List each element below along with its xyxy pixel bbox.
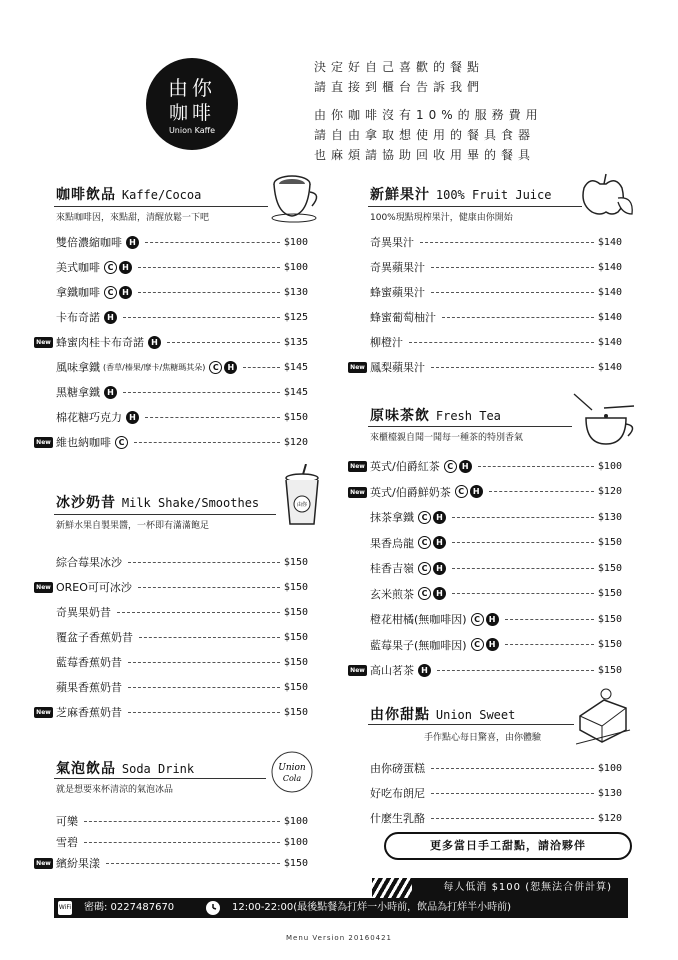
menu-item-price: $150 [597,537,622,548]
juice-divider [368,206,582,207]
dotted-leader [452,593,594,594]
menu-item-name: 風味拿鐵 [56,361,100,374]
menu-item-name: 蜂蜜肉桂卡布奇諾 [56,336,144,349]
menu-item-price: $100 [283,261,308,273]
dotted-leader [437,670,594,671]
menu-item-price: $140 [597,236,622,248]
menu-item-price: $100 [283,236,308,248]
new-badge: New [34,582,53,593]
temperature-badges [104,286,132,299]
more-desserts-banner: 更多當日手工甜點，請洽夥伴 [384,832,632,860]
menu-item [56,834,308,850]
menu-item-price: $120 [597,486,622,497]
coffee-section-title [56,184,201,204]
menu-item-price: $150 [283,706,308,718]
menu-item-name: 抹茶拿鐵 [370,511,414,524]
tea-divider [368,426,572,427]
dotted-leader [431,292,594,293]
menu-item [56,679,308,695]
menu-item-price: $150 [283,556,308,568]
apple-icon [580,170,636,220]
temperature-badges [471,613,499,626]
hot-badge-icon: H [104,386,117,399]
tea-section-title [370,405,501,425]
cold-badge-icon: C [209,361,222,374]
cold-badge-icon: C [104,261,117,274]
menu-item-price: $140 [597,336,622,348]
new-badge: New [348,665,367,676]
temperature-badges [418,562,446,575]
tea-title: 原味茶飲 [370,408,430,424]
sweet-title: 由你甜點 [370,707,430,723]
sweet-subtitle: 手作點心每日驚喜，由你體驗 [424,733,542,743]
coffee-title: 咖啡飲品 [56,187,116,203]
dotted-leader [139,637,280,638]
dotted-leader [106,863,280,864]
soda-title-en: Soda Drink [121,762,195,776]
menu-item-price: $120 [597,812,622,824]
dotted-leader [134,442,280,443]
temperature-badges [104,386,117,399]
temperature-badges [115,436,128,449]
hot-badge-icon: H [470,485,483,498]
menu-item [56,554,308,570]
soda-title: 氣泡飲品 [56,761,116,777]
union-kaffe-logo [146,58,238,150]
dotted-leader [84,821,280,822]
hot-badge-icon: H [486,638,499,651]
new-badge: New [348,461,367,472]
menu-item [56,654,308,670]
dotted-leader [431,768,594,769]
menu-item-name: 美式咖啡 [56,261,100,274]
menu-item-price: $150 [283,681,308,693]
menu-item [56,629,308,645]
cola-label-2: Cola [282,774,302,783]
menu-item [370,785,622,801]
soda-subtitle: 就是想要來杯清涼的氣泡冰品 [56,785,174,795]
soda-divider [54,778,266,779]
coffee-title-en: Kaffe/Cocoa [121,188,202,202]
temperature-badges [126,236,139,249]
notice-line-1: 決定好自己喜歡的餐點 [314,60,485,74]
menu-item [370,509,622,525]
menu-item-name: 維也納咖啡 [56,436,111,449]
menu-item-price: $145 [283,361,308,373]
cold-badge-icon: C [471,613,484,626]
hot-badge-icon: H [148,336,161,349]
smoothie-cup-icon [280,464,324,528]
menu-item-price: $135 [283,336,308,348]
hot-badge-icon: H [126,236,139,249]
menu-item-price: $150 [283,656,308,668]
menu-item [56,259,308,275]
menu-item [370,662,622,678]
cold-badge-icon: C [418,587,431,600]
menu-item-name: 橙花柑橘(無咖啡因) [370,613,467,626]
menu-item [56,409,308,425]
cake-icon [576,686,632,746]
juice-section-title [370,184,551,204]
logo-line2: 咖啡 [168,102,215,124]
logo-line3: Union Kaffe [168,126,216,135]
menu-item-name: 果香烏龍 [370,536,414,550]
menu-item [370,586,622,602]
dotted-leader [409,342,594,343]
dotted-leader [431,267,594,268]
menu-item-name: 卡布奇諾 [56,311,100,324]
teapot-icon [572,392,638,448]
temperature-badges [471,638,499,651]
menu-item-name: 蜂蜜蘋果汁 [370,286,425,299]
menu-item-name: 蜂蜜葡萄柚汁 [370,311,436,324]
menu-item [370,637,622,653]
dotted-leader [138,267,280,268]
dotted-leader [243,367,280,368]
temperature-badges [418,511,446,524]
menu-item-name: 奇異果奶昔 [56,606,111,619]
dotted-leader [138,292,280,293]
dotted-leader [452,542,594,543]
dotted-leader [431,818,594,819]
dotted-leader [420,242,594,243]
menu-item [370,309,622,325]
menu-item-price: $140 [597,286,622,298]
menu-item-name: 奇異果汁 [370,236,414,249]
menu-item-name: 什麼生乳酪 [370,812,425,825]
cold-badge-icon: C [455,485,468,498]
menu-item-price: $150 [283,581,308,593]
menu-item-name: 芝麻香蕉奶昔 [56,706,122,719]
juice-subtitle: 100%現點現榨果汁，健康由你開始 [370,213,513,223]
notice-line-5: 也麻煩請協助回收用畢的餐具 [314,148,536,162]
menu-item-price: $150 [283,857,308,869]
menu-item-name: 棉花糖巧克力 [56,411,122,424]
coffee-divider [54,206,268,207]
cold-badge-icon: C [104,286,117,299]
stripe-decoration [372,878,412,898]
menu-item [56,434,308,450]
notice-line-2: 請直接到櫃台告訴我們 [314,80,485,94]
dotted-leader [505,644,594,645]
menu-item-name: 蘋果香蕉奶昔 [56,681,122,694]
juice-title: 新鮮果汁 [370,187,430,203]
temperature-badges [455,485,483,498]
menu-item [56,855,308,871]
sweet-section-title [370,704,515,724]
menu-item [370,458,622,474]
cold-badge-icon: C [418,511,431,524]
juice-title-en: 100% Fruit Juice [435,188,552,202]
menu-item-name: 柳橙汁 [370,336,403,349]
menu-item-name: 拿鐵咖啡 [56,286,100,299]
hot-badge-icon: H [126,411,139,424]
hot-badge-icon: H [433,562,446,575]
menu-item-name: 覆盆子香蕉奶昔 [56,631,133,644]
dotted-leader [84,842,280,843]
dotted-leader [128,662,280,663]
dotted-leader [442,317,594,318]
menu-item-price: $130 [283,286,308,298]
hot-badge-icon: H [433,511,446,524]
sweet-divider [368,724,574,725]
menu-item [56,704,308,720]
menu-item [56,359,308,375]
menu-item-name: 藍莓香蕉奶昔 [56,656,122,669]
menu-item-name: 藍莓果子(無咖啡因) [370,638,467,652]
logo-line1: 由你 [168,76,216,100]
hot-badge-icon: H [459,460,472,473]
cold-badge-icon: C [471,638,484,651]
menu-item [370,284,622,300]
menu-version: Menu Version 20160421 [285,934,393,942]
hot-badge-icon: H [433,587,446,600]
dotted-leader [123,392,280,393]
menu-item [56,579,308,595]
menu-item [56,309,308,325]
notice-line-4: 請自由拿取想使用的餐具食器 [314,128,536,142]
hot-badge-icon: H [224,361,237,374]
new-badge: New [348,362,367,373]
menu-item [370,611,622,627]
notice-line-3: 由你咖啡沒有10%的服務費用 [314,108,543,122]
coffee-cup-icon [268,170,324,226]
menu-item-name: 奇異蘋果汁 [370,261,425,274]
menu-item-name: 英式/伯爵紅茶 [370,460,440,473]
dotted-leader [452,517,594,518]
shake-section-title [56,492,259,512]
menu-item-note: (香草/榛果/摩卡/焦糖瑪其朵) [103,362,206,372]
dotted-leader [167,342,280,343]
opening-hours: 12:00-22:00(最後點餐為打烊一小時前，飲品為打烊半小時前) [232,902,512,913]
wifi-password: 密碼: 0227487670 [84,902,175,913]
cola-label-1: Union [278,763,306,773]
menu-item [370,760,622,776]
menu-item-price: $100 [597,460,622,472]
new-badge: New [348,487,367,498]
menu-item-name: 高山茗茶 [370,664,414,677]
menu-item [370,484,622,500]
tea-title-en: Fresh Tea [435,409,501,423]
menu-item [56,384,308,400]
menu-item [56,334,308,350]
dotted-leader [431,793,594,794]
hot-badge-icon: H [486,613,499,626]
cold-badge-icon: C [418,536,431,549]
menu-item [56,813,308,829]
dotted-leader [128,712,280,713]
dotted-leader [478,466,594,467]
menu-item-price: $150 [597,613,622,625]
menu-item-price: $150 [283,411,308,423]
menu-item [56,284,308,300]
shake-title-en: Milk Shake/Smoothes [121,496,260,510]
new-badge: New [34,337,53,348]
temperature-badges [104,261,132,274]
temperature-badges [418,587,446,600]
menu-item-price: $100 [283,836,308,848]
new-badge: New [34,858,53,869]
menu-item [370,560,622,576]
minimum-charge: 每人低消 $100 (恕無法合併計算) [412,878,628,898]
menu-item-price: $130 [597,787,622,799]
menu-item-name: 鳳梨蘋果汁 [370,361,425,374]
menu-item-name: 玄米煎茶 [370,587,414,601]
menu-item-name: 桂香吉嶺 [370,562,414,575]
footer-bar [54,898,628,918]
menu-item-name: OREO可可冰沙 [56,581,132,594]
menu-item [56,234,308,250]
menu-item-price: $100 [283,815,308,827]
menu-item-price: $140 [597,261,622,273]
menu-item-name: 雙倍濃縮咖啡 [56,236,122,249]
tea-subtitle: 來櫃檯親自聞一聞每一種茶的特別香氣 [370,433,524,443]
menu-item-price: $150 [597,588,622,599]
cold-badge-icon: C [444,460,457,473]
shake-title: 冰沙奶昔 [56,495,116,511]
menu-item [370,535,622,551]
dotted-leader [138,587,280,588]
menu-item-name: 黑糖拿鐵 [56,386,100,399]
menu-item-price: $100 [597,762,622,774]
temperature-badges [148,336,161,349]
cup-logo-text: 由你 [296,502,308,508]
menu-item [370,810,622,826]
menu-item-name: 由你磅蛋糕 [370,762,425,775]
menu-item-name: 英式/伯爵鮮奶茶 [370,485,451,499]
menu-item-price: $150 [283,631,308,643]
menu-item-name: 綜合莓果冰沙 [56,556,122,569]
menu-item [370,359,622,375]
dotted-leader [145,417,280,418]
temperature-badges [418,536,446,549]
dotted-leader [145,242,280,243]
hot-badge-icon: H [104,311,117,324]
menu-item-price: $120 [283,436,308,448]
dotted-leader [489,491,594,492]
cold-badge-icon: C [115,436,128,449]
menu-item-name: 繽紛果漾 [56,857,100,870]
hot-badge-icon: H [433,536,446,549]
temperature-badges [418,664,431,677]
sweet-title-en: Union Sweet [435,708,516,722]
soda-section-title [56,758,194,778]
clock-icon [206,901,220,915]
hot-badge-icon: H [119,261,132,274]
menu-item-name: 好吃布朗尼 [370,787,425,800]
menu-item [370,259,622,275]
dotted-leader [128,562,280,563]
coffee-subtitle: 來點咖啡因，來點甜，清醒放鬆一下吧 [56,213,210,223]
cold-badge-icon: C [418,562,431,575]
temperature-badges [126,411,139,424]
menu-item-name: 可樂 [56,815,78,828]
menu-item-price: $140 [597,361,622,373]
dotted-leader [123,317,280,318]
menu-item-price: $150 [597,664,622,676]
menu-item [56,604,308,620]
menu-item-price: $150 [597,639,622,650]
menu-item-price: $150 [597,562,622,574]
menu-item-price: $150 [283,606,308,618]
menu-item-price: $125 [283,311,308,323]
shake-subtitle: 新鮮水果自製果醬，一杯即有滿滿飽足 [56,521,210,531]
cola-bottle-icon [268,746,316,800]
new-badge: New [34,707,53,718]
wifi-icon: WiFi [58,901,72,915]
temperature-badges [104,311,117,324]
menu-item-name: 雪碧 [56,836,78,849]
temperature-badges [209,361,237,374]
menu-item [370,334,622,350]
dotted-leader [117,612,280,613]
dotted-leader [452,568,594,569]
dotted-leader [505,619,594,620]
menu-item-price: $140 [597,311,622,323]
menu-item [370,234,622,250]
menu-item-price: $145 [283,386,308,398]
dotted-leader [431,367,594,368]
hot-badge-icon: H [119,286,132,299]
shake-divider [54,514,276,515]
hot-badge-icon: H [418,664,431,677]
temperature-badges [444,460,472,473]
dotted-leader [128,687,280,688]
menu-item-price: $130 [597,511,622,523]
new-badge: New [34,437,53,448]
